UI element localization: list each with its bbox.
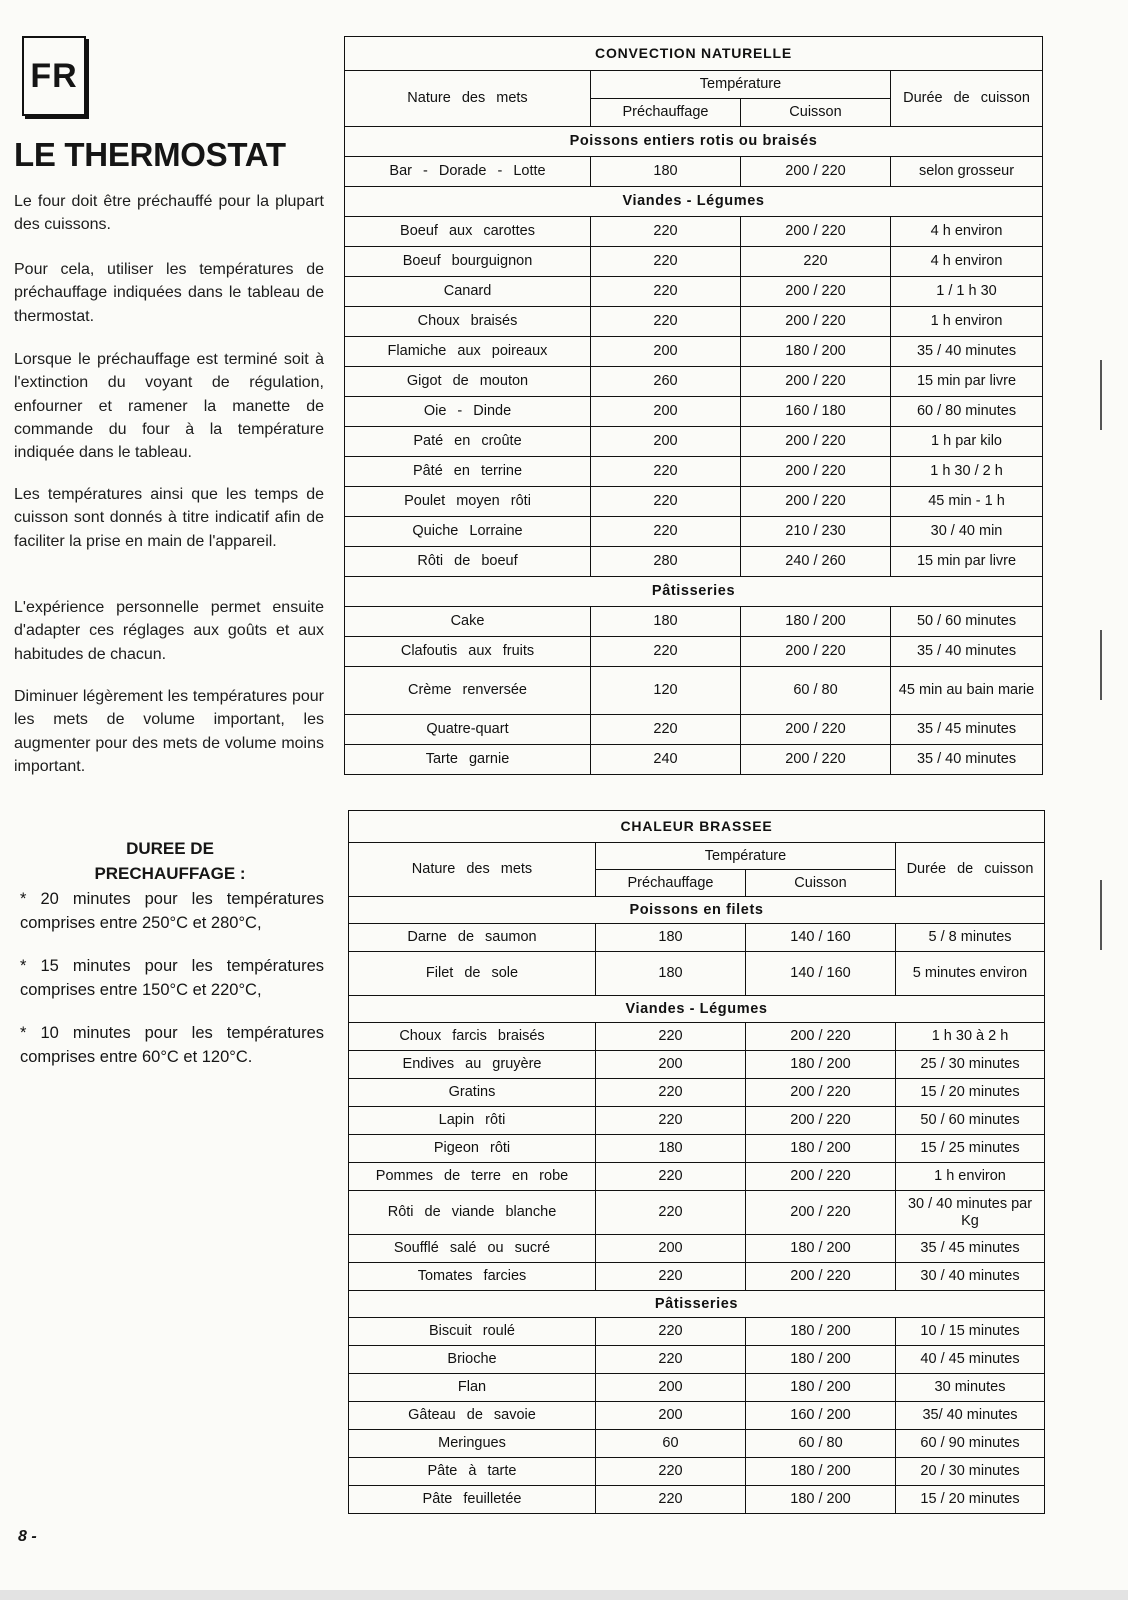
prechauffage-cell: 220: [591, 517, 741, 547]
table-row: [345, 427, 1043, 457]
section-row: [345, 187, 1043, 217]
margin-mark: [1100, 630, 1102, 700]
margin-mark: [1100, 880, 1102, 950]
prechauffage-cell: 220: [596, 1023, 746, 1051]
duree-cell: 1 h 30 à 2 h: [896, 1023, 1045, 1051]
cuisson-cell: 200 / 220: [741, 427, 891, 457]
prechauffage-cell: 220: [591, 247, 741, 277]
duree-cell: 35 / 40 minutes: [891, 745, 1043, 775]
table-row: [345, 487, 1043, 517]
table-row: [345, 715, 1043, 745]
intro-paragraph-5: L'expérience personnelle permet ensuite d'adapter ces réglages aux goûts et aux habitudes de chacun.: [14, 599, 324, 663]
intro-paragraph-1: Le four doit être préchauffé pour la plupart des cuissons.: [14, 193, 324, 234]
intro-paragraph-6: Diminuer légèrement les températures pour les mets de volume important, les augmenter pour des mets de volume moins important.: [14, 688, 324, 775]
cuisson-cell: 140 / 160: [746, 952, 896, 996]
table-row: [349, 1318, 1045, 1346]
dish-name-cell: Pâte à tarte: [349, 1458, 596, 1486]
table-row: [349, 1023, 1045, 1051]
duree-cell: 25 / 30 minutes: [896, 1051, 1045, 1079]
prechauffage-cell: 260: [591, 367, 741, 397]
duree-cell: 20 / 30 minutes: [896, 1458, 1045, 1486]
page-title: LE THERMOSTAT: [14, 136, 286, 173]
cuisson-cell: 180 / 200: [741, 607, 891, 637]
dish-name-cell: Quiche Lorraine: [345, 517, 591, 547]
section-row: [349, 996, 1045, 1023]
cuisson-cell: 200 / 220: [741, 457, 891, 487]
prechauffage-cell: 220: [596, 1346, 746, 1374]
duree-cell: 4 h environ: [891, 217, 1043, 247]
cuisson-cell: 200 / 220: [741, 487, 891, 517]
prechauffage-cell: 200: [596, 1374, 746, 1402]
table-row: [349, 1346, 1045, 1374]
prechauffage-cell: 220: [596, 1079, 746, 1107]
dish-name-cell: Quatre-quart: [345, 715, 591, 745]
cuisson-cell: 60 / 80: [746, 1430, 896, 1458]
table2-header-nature: Nature des mets: [349, 843, 596, 897]
table-row: [345, 367, 1043, 397]
dish-name-cell: Oie - Dinde: [345, 397, 591, 427]
table-row: [349, 1235, 1045, 1263]
dish-name-cell: Pâté en terrine: [345, 457, 591, 487]
dish-name-cell: Clafoutis aux fruits: [345, 637, 591, 667]
prechauffage-cell: 220: [596, 1163, 746, 1191]
table1-header-temperature: Température: [591, 71, 891, 99]
duree-cell: 30 / 40 minutes: [896, 1263, 1045, 1291]
cuisson-cell: 200 / 220: [741, 217, 891, 247]
dish-name-cell: Filet de sole: [349, 952, 596, 996]
cuisson-cell: 200 / 220: [741, 715, 891, 745]
duree-cell: 4 h environ: [891, 247, 1043, 277]
dish-name-cell: Tarte garnie: [345, 745, 591, 775]
cuisson-cell: 200 / 220: [746, 1263, 896, 1291]
table-row: [345, 277, 1043, 307]
prechauffage-cell: 220: [596, 1458, 746, 1486]
table-row: [345, 667, 1043, 715]
table1-header-nature: Nature des mets: [345, 71, 591, 127]
duree-cell: 10 / 15 minutes: [896, 1318, 1045, 1346]
intro-paragraph-4: Les températures ainsi que les temps de cuisson sont donnés à titre indicatif afin de faciliter la prise en main de l'appareil.: [14, 486, 324, 550]
table-row: [345, 337, 1043, 367]
table-row: [349, 1458, 1045, 1486]
preheat-heading: DUREE DE PRECHAUFFAGE :: [94, 839, 246, 883]
duree-cell: 15 min par livre: [891, 547, 1043, 577]
chaleur-brassee-table: [348, 810, 1045, 1514]
duree-cell: 35 / 40 minutes: [891, 637, 1043, 667]
duree-cell: 5 / 8 minutes: [896, 924, 1045, 952]
prechauffage-cell: 220: [591, 637, 741, 667]
duree-cell: 50 / 60 minutes: [896, 1107, 1045, 1135]
cuisson-cell: 180 / 200: [746, 1346, 896, 1374]
dish-name-cell: Choux braisés: [345, 307, 591, 337]
duree-cell: 15 min par livre: [891, 367, 1043, 397]
cuisson-cell: 200 / 220: [746, 1163, 896, 1191]
prechauffage-cell: 200: [596, 1402, 746, 1430]
cuisson-cell: 140 / 160: [746, 924, 896, 952]
prechauffage-cell: 180: [596, 952, 746, 996]
cuisson-cell: 220: [741, 247, 891, 277]
table-row: [345, 745, 1043, 775]
duree-cell: 1 h environ: [896, 1163, 1045, 1191]
cuisson-cell: 180 / 200: [746, 1051, 896, 1079]
section-row: [349, 897, 1045, 924]
table-row: [349, 1163, 1045, 1191]
table-row: [349, 1263, 1045, 1291]
dish-name-cell: Gâteau de savoie: [349, 1402, 596, 1430]
prechauffage-cell: 220: [591, 715, 741, 745]
cuisson-cell: 200 / 220: [741, 745, 891, 775]
table-row: [349, 1051, 1045, 1079]
table-row: [349, 1079, 1045, 1107]
duree-cell: 45 min au bain marie: [891, 667, 1043, 715]
table-row: [345, 157, 1043, 187]
dish-name-cell: Flan: [349, 1374, 596, 1402]
prechauffage-cell: 220: [591, 217, 741, 247]
table-row: [349, 1107, 1045, 1135]
cuisson-cell: 60 / 80: [741, 667, 891, 715]
dish-name-cell: Flamiche aux poireaux: [345, 337, 591, 367]
dish-name-cell: Pommes de terre en robe: [349, 1163, 596, 1191]
prechauffage-cell: 180: [596, 1135, 746, 1163]
table1-header-duree: Durée de cuisson: [891, 71, 1043, 127]
section-heading: Pâtisseries: [345, 577, 1043, 607]
table1-header-cuisson: Cuisson: [741, 99, 891, 127]
intro-paragraph-2: Pour cela, utiliser les températures de préchauffage indiquées dans le tableau de thermostat.: [14, 261, 324, 325]
table-row: [349, 1402, 1045, 1430]
intro-paragraph-3: Lorsque le préchauffage est terminé soit à l'extinction du voyant de régulation, enfourner et ramener la manette de commande du four à la température indiquée dans le tableau.: [14, 351, 324, 462]
prechauffage-cell: 60: [596, 1430, 746, 1458]
dish-name-cell: Lapin rôti: [349, 1107, 596, 1135]
preheat-item-3: * 10 minutes pour les températures comprises entre 60°C et 120°C.: [20, 1024, 324, 1066]
table-row: [345, 247, 1043, 277]
duree-cell: 5 minutes environ: [896, 952, 1045, 996]
page-number: 8 -: [18, 1528, 37, 1545]
preheat-item-1: * 20 minutes pour les températures comprises entre 250°C et 280°C,: [20, 890, 324, 932]
dish-name-cell: Darne de saumon: [349, 924, 596, 952]
section-heading: Viandes - Légumes: [349, 996, 1045, 1023]
table-row: [345, 457, 1043, 487]
cuisson-cell: 160 / 180: [741, 397, 891, 427]
dish-name-cell: Boeuf aux carottes: [345, 217, 591, 247]
dish-name-cell: Rôti de viande blanche: [349, 1191, 596, 1235]
table1-title: CONVECTION NATURELLE: [345, 37, 1043, 71]
section-row: [345, 577, 1043, 607]
duree-cell: selon grosseur: [891, 157, 1043, 187]
duree-cell: 35 / 45 minutes: [896, 1235, 1045, 1263]
duree-cell: 15 / 20 minutes: [896, 1079, 1045, 1107]
table-row: [349, 1135, 1045, 1163]
prechauffage-cell: 200: [591, 337, 741, 367]
dish-name-cell: Tomates farcies: [349, 1263, 596, 1291]
duree-cell: 35/ 40 minutes: [896, 1402, 1045, 1430]
duree-cell: 15 / 25 minutes: [896, 1135, 1045, 1163]
table-row: [345, 307, 1043, 337]
cuisson-cell: 180 / 200: [746, 1235, 896, 1263]
preheat-item-1-text: 20 minutes pour les températures comprises entre 250°C et 280°C,: [20, 890, 324, 932]
prechauffage-cell: 200: [596, 1051, 746, 1079]
language-label: FR: [30, 56, 78, 95]
duree-cell: 30 / 40 minutes par Kg: [896, 1191, 1045, 1235]
dish-name-cell: Paté en croûte: [345, 427, 591, 457]
table-row: [349, 1374, 1045, 1402]
duree-cell: 40 / 45 minutes: [896, 1346, 1045, 1374]
table2-header-duree: Durée de cuisson: [896, 843, 1045, 897]
prechauffage-cell: 220: [596, 1107, 746, 1135]
section-heading: Poissons entiers rotis ou braisés: [345, 127, 1043, 157]
duree-cell: 50 / 60 minutes: [891, 607, 1043, 637]
prechauffage-cell: 220: [591, 487, 741, 517]
prechauffage-cell: 220: [591, 307, 741, 337]
prechauffage-cell: 220: [596, 1191, 746, 1235]
cuisson-cell: 200 / 220: [741, 157, 891, 187]
table-row: [345, 397, 1043, 427]
prechauffage-cell: 220: [591, 277, 741, 307]
dish-name-cell: Canard: [345, 277, 591, 307]
dish-name-cell: Meringues: [349, 1430, 596, 1458]
dish-name-cell: Crème renversée: [345, 667, 591, 715]
cuisson-cell: 200 / 220: [741, 637, 891, 667]
table2-header-prechauffage: Préchauffage: [596, 870, 746, 897]
cuisson-cell: 180 / 200: [746, 1374, 896, 1402]
table-row: [345, 637, 1043, 667]
cuisson-cell: 200 / 220: [741, 367, 891, 397]
prechauffage-cell: 220: [596, 1486, 746, 1514]
section-heading: Viandes - Légumes: [345, 187, 1043, 217]
cuisson-cell: 200 / 220: [746, 1023, 896, 1051]
preheat-item-2: * 15 minutes pour les températures comprises entre 150°C et 220°C,: [20, 957, 324, 999]
section-heading: Poissons en filets: [349, 897, 1045, 924]
prechauffage-cell: 200: [596, 1235, 746, 1263]
cuisson-cell: 200 / 220: [741, 277, 891, 307]
table2-header-cuisson: Cuisson: [746, 870, 896, 897]
cuisson-cell: 210 / 230: [741, 517, 891, 547]
dish-name-cell: Gigot de mouton: [345, 367, 591, 397]
cuisson-cell: 200 / 220: [746, 1079, 896, 1107]
preheat-item-3-text: 10 minutes pour les températures comprises entre 60°C et 120°C.: [20, 1024, 324, 1066]
prechauffage-cell: 120: [591, 667, 741, 715]
prechauffage-cell: 240: [591, 745, 741, 775]
dish-name-cell: Pâte feuilletée: [349, 1486, 596, 1514]
convection-naturelle-table: [344, 36, 1043, 775]
prechauffage-cell: 180: [591, 157, 741, 187]
language-badge: [22, 36, 86, 116]
prechauffage-cell: 180: [596, 924, 746, 952]
section-row: [345, 127, 1043, 157]
cuisson-cell: 180 / 200: [746, 1318, 896, 1346]
dish-name-cell: Bar - Dorade - Lotte: [345, 157, 591, 187]
duree-cell: 45 min - 1 h: [891, 487, 1043, 517]
prechauffage-cell: 180: [591, 607, 741, 637]
duree-cell: 30 / 40 min: [891, 517, 1043, 547]
section-heading: Pâtisseries: [349, 1291, 1045, 1318]
cuisson-cell: 180 / 200: [746, 1458, 896, 1486]
cuisson-cell: 160 / 200: [746, 1402, 896, 1430]
cuisson-cell: 180 / 200: [741, 337, 891, 367]
prechauffage-cell: 220: [596, 1263, 746, 1291]
margin-mark: [1100, 360, 1102, 430]
preheat-item-2-text: 15 minutes pour les températures comprises entre 150°C et 220°C,: [20, 957, 324, 999]
table-row: [345, 547, 1043, 577]
dish-name-cell: Brioche: [349, 1346, 596, 1374]
table2-title: CHALEUR BRASSEE: [349, 811, 1045, 843]
duree-cell: 1 h 30 / 2 h: [891, 457, 1043, 487]
duree-cell: 1 h environ: [891, 307, 1043, 337]
table-row: [349, 1191, 1045, 1235]
dish-name-cell: Endives au gruyère: [349, 1051, 596, 1079]
prechauffage-cell: 280: [591, 547, 741, 577]
dish-name-cell: Poulet moyen rôti: [345, 487, 591, 517]
table-row: [349, 1430, 1045, 1458]
table1-header-prechauffage: Préchauffage: [591, 99, 741, 127]
prechauffage-cell: 200: [591, 427, 741, 457]
table-row: [349, 924, 1045, 952]
table-row: [349, 952, 1045, 996]
table2-header-temperature: Température: [596, 843, 896, 870]
dish-name-cell: Rôti de boeuf: [345, 547, 591, 577]
duree-cell: 1 h par kilo: [891, 427, 1043, 457]
duree-cell: 35 / 45 minutes: [891, 715, 1043, 745]
table-row: [345, 217, 1043, 247]
cuisson-cell: 200 / 220: [746, 1191, 896, 1235]
cuisson-cell: 180 / 200: [746, 1135, 896, 1163]
duree-cell: 35 / 40 minutes: [891, 337, 1043, 367]
prechauffage-cell: 220: [591, 457, 741, 487]
dish-name-cell: Soufflé salé ou sucré: [349, 1235, 596, 1263]
duree-cell: 15 / 20 minutes: [896, 1486, 1045, 1514]
cuisson-cell: 200 / 220: [746, 1107, 896, 1135]
dish-name-cell: Choux farcis braisés: [349, 1023, 596, 1051]
table-row: [345, 607, 1043, 637]
duree-cell: 1 / 1 h 30: [891, 277, 1043, 307]
duree-cell: 60 / 90 minutes: [896, 1430, 1045, 1458]
cuisson-cell: 240 / 260: [741, 547, 891, 577]
section-row: [349, 1291, 1045, 1318]
duree-cell: 60 / 80 minutes: [891, 397, 1043, 427]
dish-name-cell: Pigeon rôti: [349, 1135, 596, 1163]
table-row: [345, 517, 1043, 547]
prechauffage-cell: 220: [596, 1318, 746, 1346]
dish-name-cell: Cake: [345, 607, 591, 637]
cuisson-cell: 180 / 200: [746, 1486, 896, 1514]
duree-cell: 30 minutes: [896, 1374, 1045, 1402]
page-bottom-edge: [0, 1590, 1128, 1600]
dish-name-cell: Gratins: [349, 1079, 596, 1107]
dish-name-cell: Boeuf bourguignon: [345, 247, 591, 277]
prechauffage-cell: 200: [591, 397, 741, 427]
table-row: [349, 1486, 1045, 1514]
cuisson-cell: 200 / 220: [741, 307, 891, 337]
dish-name-cell: Biscuit roulé: [349, 1318, 596, 1346]
